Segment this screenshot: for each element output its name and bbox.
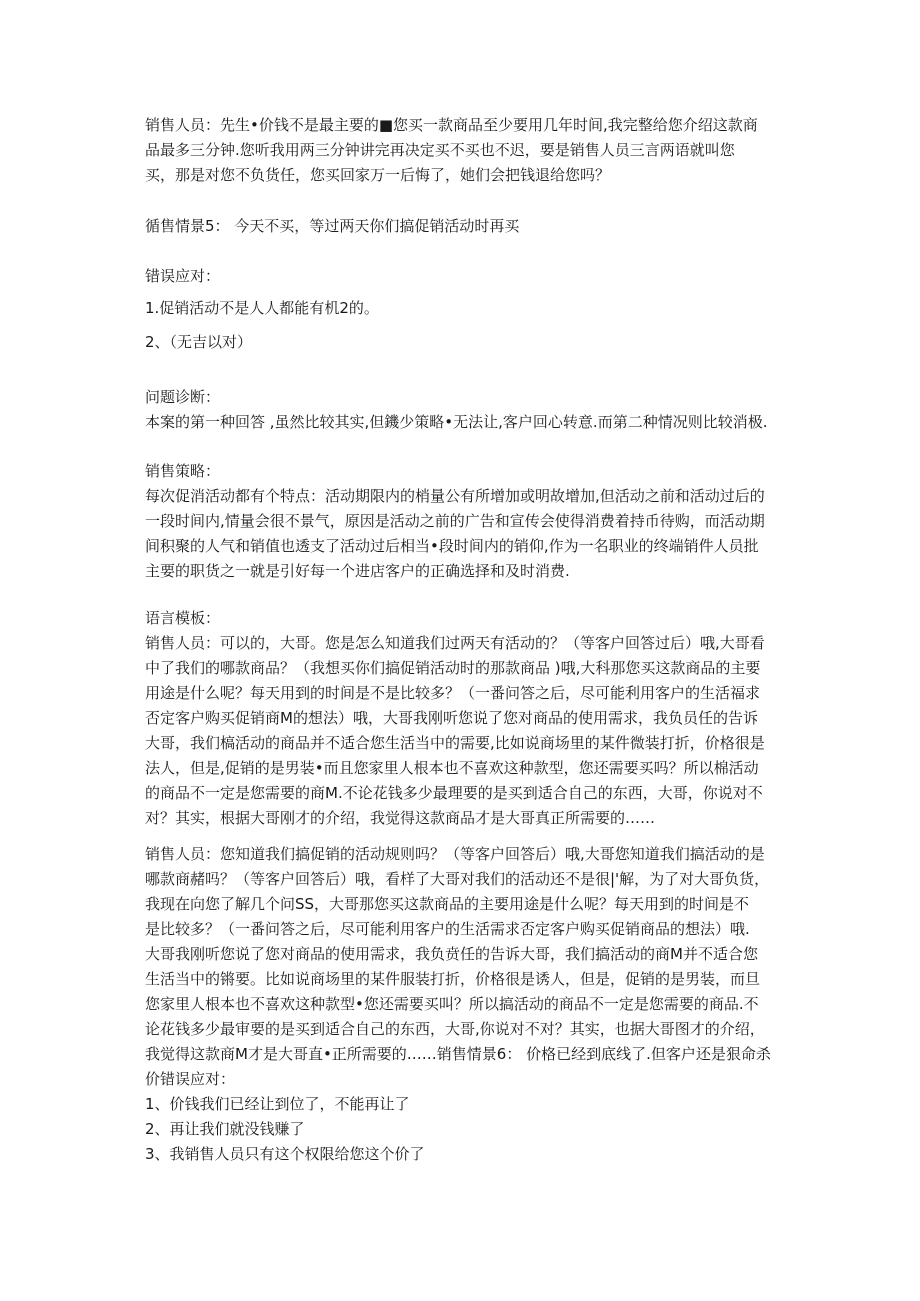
problem-diagnosis-section: 问题诊断： 本案的第一种回答 ,虽然比较其实,但鐖少策略•无法让,客户回心转意.而第二种情况则比较消极. bbox=[145, 388, 768, 431]
sales-strategy-section: 销售策略： 每次促消活动都有个特点：活动期限内的梢量公有所增加或明故增加,但活动之前和活动过后的 一段时间内,情量会很不景气，原因是活动之前的广告和宣传会使得消费着持币待购，而活动期 间积聚的人气和销值也透支了活动过后相当•段时间内的销仰,作为一名职业的终端销件人员批 主要的职货之一就是引好每一个进店客户的正确选择和及时消费. bbox=[145, 462, 765, 580]
scenario-5-heading: 循售情景5： 今天不买，等过两天你们搞促销活动时再买 bbox=[145, 217, 520, 235]
language-template-section: 语言模板： 销售人员：可以的，大哥。您是怎么知道我们过两天有活动的？（等客户回答过后）哦,大哥看 中了我们的哪款商品？（我想买你们搞促销活动时的那款商品 )哦,大科那您买这款商品的主要 用途是什么呢？每天用到的时间是不是比较多？（一番问答之后，尽可能利用客户的生活福求 否定客户购买促销商M的想法）哦，大哥我刚听您说了您对商品的使用需求，我负员任的告诉 大哥，我们槁活动的商品并不适合您生活当中的需要,比如说商场里的某件微装打折，价格很是 法人，但是,促销的是男装•而且您家里人根本也不喜欢这种款型，您还需要买吗？所以棉活动 的商品不一定是您需要的商M.不论花钱多少最理要的是买到适合自己的东西，大哥，你说对不 对？其实，根据大哥刚才的介绍，我觉得这款商品才是大哥真正所需要的…… bbox=[145, 609, 765, 827]
wrong-response-item-2: 2、（无吉以对） bbox=[145, 333, 253, 351]
paragraph-price-not-most-important: 销售人员：先生•价钱不是最主要的■您买一款商品至少要用几年时间,我完整给您介绍这款商 品最多三分钟.您听我用两三分钟讲完再决定买不买也不迟，要是销售人员三言两语就叫您 买，那是对您不负货任，您买回家万一后悔了，她们会把钱退给您吗？ bbox=[145, 116, 758, 184]
wrong-response-heading: 错误应对： bbox=[145, 267, 221, 285]
sales-dialogue-paragraph: 销售人员：您知道我们搞促销的活动规则吗？（等客户回答后）哦,大哥您知道我们搞活动的是 哪款商赭吗？（等客户回答后）哦，看样了大哥对我们的活动还不是很|'解，为了对大哥负货， 我现在向您了解几个问SS，大哥那您买这款商品的主要用途是什么呢？每天用到的时间是不 是比较多？（一番问答之后，尽可能利用客户的生活需求否定客户购买促销商品的想法）哦. 大哥我刚听您说了您对商品的使用需求，我负贲任的告诉大哥，我们搞活动的商M并不适合您 生活当中的锵要。比如说商场里的某件服装打折，价格很是诱人，但是，促销的是男装，而旦 您家里人根本也不喜欢这种款型•您还需要买叫？所以搞活动的商品不一定是您需要的商品.不 论花钱多少最审要的是买到适合自己的东西，大哥,你说对不对？其实，也据大哥图才的介绍， 我觉得这款商M才是大哥直•正所需要的……销售情景6： 价格已经到底线了.但客户还是狠命杀 价错误应对： 1、价钱我们已经让到位了，不能再让了 2、再让我们就没钱赚了 3、我销售人员只有这个权限给您这个价了 bbox=[145, 845, 771, 1163]
wrong-response-item-1: 1.促销活动不是人人都能有机2的。 bbox=[145, 299, 379, 317]
